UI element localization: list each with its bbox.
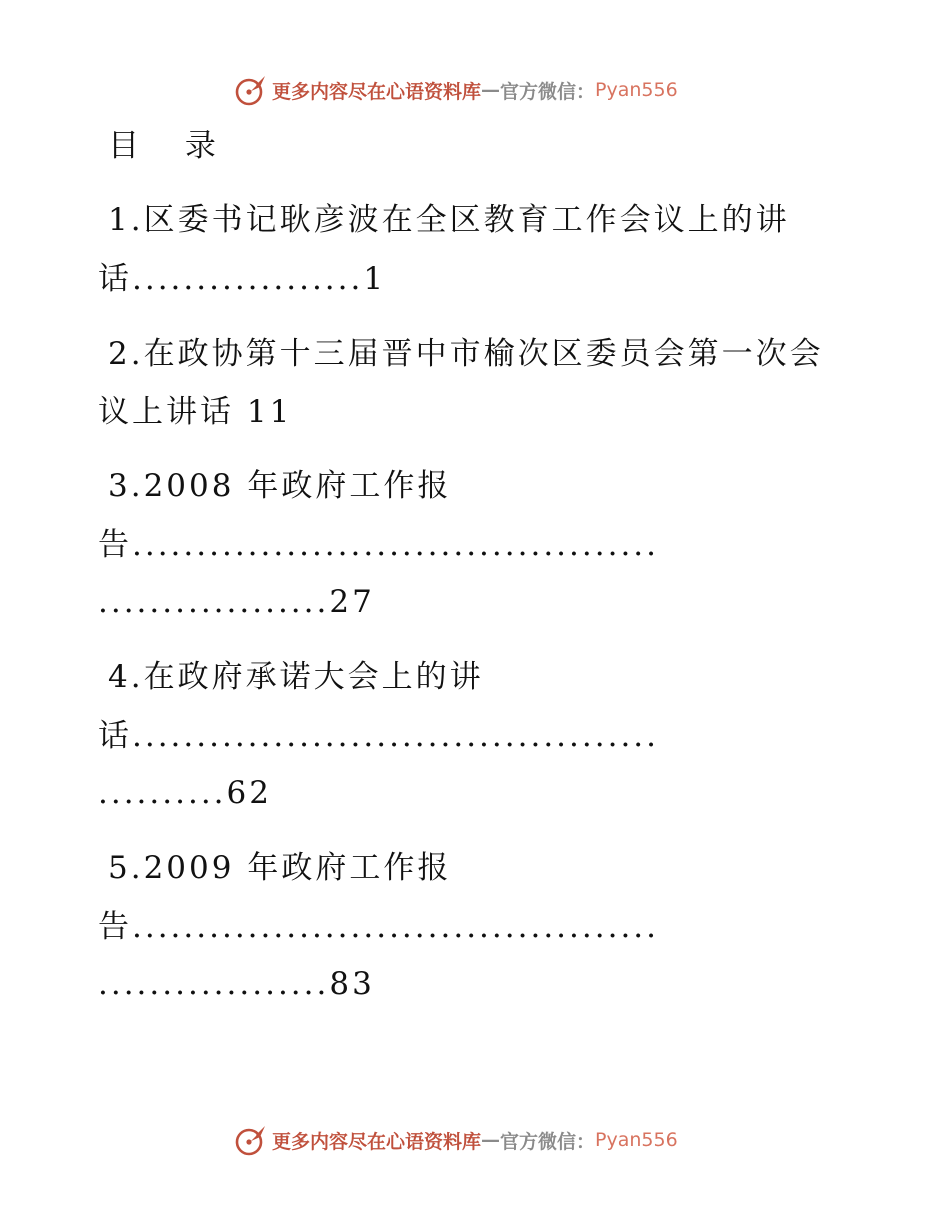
watermark-wechat-label: 官方微信： — [500, 80, 596, 103]
quill-seal-icon — [234, 1123, 268, 1157]
toc-entry-page: ..................83 — [98, 966, 375, 1002]
toc-entry-page: ..................27 — [98, 584, 375, 620]
toc-entry-title: 2.在政协第十三届晋中市榆次区委员会第一次会 — [108, 336, 824, 372]
toc-entry-title: 5.2009 年政府工作报 — [108, 850, 452, 886]
toc-entry-leader: 告......................................... — [98, 527, 660, 563]
toc-entry-title: 3.2008 年政府工作报 — [108, 468, 452, 504]
toc-entry-leader: 告......................................... — [98, 909, 660, 945]
toc-entry-title: 4.在政府承诺大会上的讲 — [108, 659, 484, 695]
toc-entry-title: 1.区委书记耿彦波在全区教育工作会议上的讲 — [108, 202, 790, 238]
toc-entry-leader: 议上讲话 11 — [98, 394, 293, 430]
watermark-account: Pyan556 — [595, 79, 678, 101]
toc-entry-leader: 话..................1 — [98, 261, 387, 297]
watermark-separator: — — [481, 79, 501, 101]
watermark-account: Pyan556 — [595, 1129, 678, 1151]
watermark-wechat-label: 官方微信： — [500, 1130, 596, 1153]
toc-entry-page: ..........62 — [98, 775, 272, 811]
quill-seal-icon — [234, 73, 268, 107]
toc-title: 目 录 — [108, 128, 234, 164]
watermark-separator: — — [481, 1129, 501, 1151]
footer-watermark — [234, 1122, 734, 1158]
toc-entry-leader: 话......................................... — [98, 718, 660, 754]
header-watermark — [234, 72, 734, 108]
watermark-main-text: 更多内容尽在心语资料库 — [272, 1130, 482, 1153]
watermark-main-text: 更多内容尽在心语资料库 — [272, 80, 482, 103]
